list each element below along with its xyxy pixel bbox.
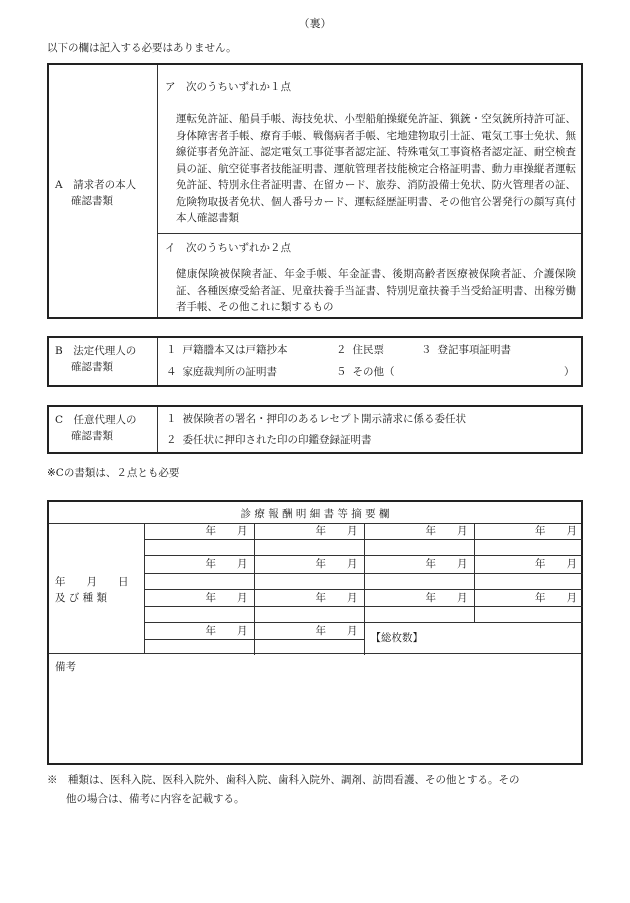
item-text: 住民票 [352,344,384,356]
section-b-item-1 [166,342,288,358]
section-a-label-line1: A 請求者の本人 [55,179,137,191]
entry-cell[interactable] [474,540,583,556]
section-a-box [47,63,583,319]
entry-cell[interactable] [144,573,254,589]
year-month-cell: 年 月 [144,523,254,540]
section-c-label [55,412,155,445]
year-month-cell: 年 月 [144,589,254,606]
item-number: ２ [336,344,347,356]
entry-cell[interactable] [254,573,364,589]
entry-cell[interactable] [254,540,364,556]
entry-cell[interactable] [364,606,474,622]
section-c-item-1 [166,411,466,427]
entry-cell[interactable] [364,540,474,556]
section-b-label [55,343,155,376]
summary-grid [144,523,583,655]
item-text: 家庭裁判所の証明書 [182,366,277,378]
remarks-area[interactable] [49,654,581,763]
entry-cell[interactable] [254,640,364,656]
year-month-cell: 年 月 [474,556,583,573]
section-c-label-line2: 確認書類 [71,430,113,443]
year-month-cell: 年 月 [144,622,254,639]
item-number: １ [166,344,177,356]
section-b-item-3 [421,342,511,358]
entry-cell[interactable] [254,606,364,622]
remarks-label: 備考 [55,661,76,673]
summary-date-label-line2: 及 び 種 類 [55,592,108,605]
year-month-cell: 年 月 [254,556,364,573]
year-month-cell: 年 月 [254,523,364,540]
summary-title: 診 療 報 酬 明 細 書 等 摘 要 欄 [240,508,390,520]
year-month-cell: 年 月 [254,589,364,606]
item-number: ５ [336,366,347,378]
section-b-item-2 [336,342,384,358]
section-c-item-2 [166,432,372,448]
section-b-label-line2: 確認書類 [71,361,113,374]
summary-date-label-line1: 年 月 日 [55,576,129,588]
section-b-box [47,336,583,387]
page-label: （裏） [298,17,332,30]
year-month-cell: 年 月 [364,556,474,573]
summary-date-label [55,574,141,607]
year-month-cell: 年 月 [364,589,474,606]
entry-cell[interactable] [364,573,474,589]
item-text: 戸籍謄本又は戸籍抄本 [182,344,288,356]
entry-cell[interactable] [144,606,254,622]
section-a-label-line2: 確認書類 [71,195,113,208]
year-month-cell: 年 月 [474,523,583,540]
year-month-cell: 年 月 [474,589,583,606]
intro-text: 以下の欄は記入する必要はありません。 [47,42,237,54]
footnote-line1: ※ 種類は、医科入院、医科入院外、歯科入院、歯科入院外、調剤、訪問看護、その他とする。その [47,774,520,786]
item-number: ２ [166,434,177,446]
section-a-sub-a-heading: ア 次のうちいずれか１点 [165,81,291,93]
section-a-sub-i-heading: イ 次のうちいずれか２点 [165,242,291,254]
section-b-close-paren: ） [564,366,575,378]
section-a-label [55,177,153,210]
item-number: ３ [421,344,432,356]
year-month-cell: 年 月 [364,523,474,540]
section-c-box [47,405,583,454]
item-text: 被保険者の署名・押印のあるレセプト開示請求に係る委任状 [182,413,466,425]
section-b-item-4 [166,364,277,380]
item-text: 登記事項証明書 [437,344,511,356]
entry-cell[interactable] [144,640,254,656]
entry-cell[interactable] [474,606,583,622]
entry-cell[interactable] [474,573,583,589]
summary-box [47,500,583,765]
section-c-label-line1: C 任意代理人の [55,414,137,426]
section-a-sub-i-text: 健康保険被保険者証、年金手帳、年金証書、後期高齢者医療被保険者証、介護保険証、各種医療受給者証、児童扶養手当証書、特別児童扶養手当受給証明書、出稼労働者手帳、その他これに類するもの [176,268,576,313]
total-count-label: 【総枚数】 [364,622,583,655]
footnote-line2: 他の場合は、備考に内容を記載する。 [66,793,245,805]
section-a-sub-a-text: 運転免許証、船員手帳、海技免状、小型船舶操縦免許証、猟銃・空気銃所持許可証、身体障害者手帳、療育手帳、戦傷病者手帳、宅地建物取引士証、電気工事士免状、無線従事者免許証、認定電気工事従事者認定証、特殊電気工事資格者認定証、耐空検査員の証、航空従事者技能証明書、運航管理者技能検定合格証明書、動力車操縦者運転免許証、特別永住者証明書、在留カード、旅券、消防設備士免状、防火管理者の証、危険物取扱者免状、個人番号カード、運転経歴証明書、その他官公署発行の顔写真付本人確認書類 [176,113,576,224]
entry-cell[interactable] [144,540,254,556]
item-text: 委任状に押印された印の印鑑登録証明書 [182,434,372,446]
item-number: ４ [166,366,177,378]
item-text: その他（ [352,366,395,378]
year-month-cell: 年 月 [254,622,364,639]
section-b-label-line1: B 法定代理人の [55,345,137,357]
c-note: ※Cの書類は、２点とも必要 [47,467,180,479]
section-b-item-5 [336,364,395,380]
item-number: １ [166,413,177,425]
year-month-cell: 年 月 [144,556,254,573]
